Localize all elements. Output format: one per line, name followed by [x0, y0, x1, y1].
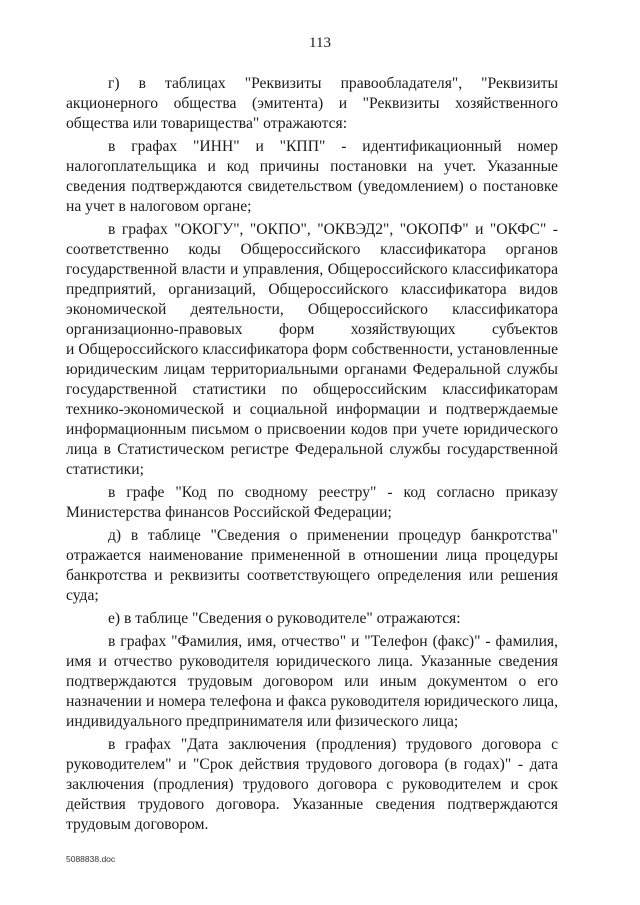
- paragraph-okogu: [66, 220, 558, 480]
- document-body: [66, 74, 558, 838]
- paragraph-g: г) в таблицах "Реквизиты правообладателя", "Реквизиты акционерного общества (эмитента) и "Реквизиты хозяйственного общества или товарищества" отражаются:: [66, 75, 558, 132]
- document-filename: 5088838.doc: [66, 854, 116, 864]
- paragraph-fio-telefon: в графах "Фамилия, имя, отчество" и "Телефон (факс)" - фамилия, имя и отчество руководителя юридического лица. Указанные сведения подтверждаются трудовым договором или иным документом о его назначении и номера телефона и факса руководителя юридического лица, индивидуального предпринимателя или физического лица;: [66, 633, 558, 730]
- paragraph-okogu-rest: и Общероссийского классификатора форм собственности, установленные юридическим лицам территориальными органами Федеральной службы государственной статистики по общероссийским классификаторам технико-экономической и социальной информации и подтверждаемые информационным письмом о присвоении кодов при учете юридического лица в Статистическом регистре Федеральной службы государственной статистики;: [66, 341, 558, 478]
- paragraph-inn-kpp-tail: Указанные сведения подтверждаются свидетельством (уведомлением) о постановке на учет в налоговом органе;: [66, 158, 558, 215]
- paragraph-okogu-main: в графах "ОКОГУ", "ОКПО", "ОКВЭД2", "ОКОПФ" и "ОКФС" - соответственно коды Общероссийского классификатора органов государственной власти и управления, Общероссийского классификатора предприятий, организаций, Общероссийского классификатора видов экономической деятельности, Общероссийского классификатора организационно-правовых форм хозяйствующих субъектов: [66, 221, 558, 338]
- paragraph-data-zaklyucheniya: в графах "Дата заключения (продления) трудового договора с руководителем" и "Срок действия трудового договора (в годах)" - дата заключения (продления) трудового договора с руководителем и срок действия трудового договора. Указанные сведения подтверждаются трудовым договором.: [66, 736, 558, 833]
- paragraph-inn-kpp: [66, 137, 558, 217]
- paragraph-e: е) в таблице "Сведения о руководителе" отражаются:: [108, 610, 461, 627]
- paragraph-d: д) в таблице "Сведения о применении процедур банкротства" отражается наименование примененной в отношении лица процедуры банкротства и реквизиты соответствующего определения или решения суда;: [66, 527, 558, 604]
- paragraph-svodny-reestr: в графе "Код по сводному реестру" - код согласно приказу Министерства финансов Российской Федерации;: [66, 484, 558, 521]
- paragraph-inn-kpp-main: в графах "ИНН" и "КПП" - идентификационный номер налогоплательщика и код причины постановки на учет.: [66, 138, 558, 175]
- page-number: 113: [309, 35, 331, 51]
